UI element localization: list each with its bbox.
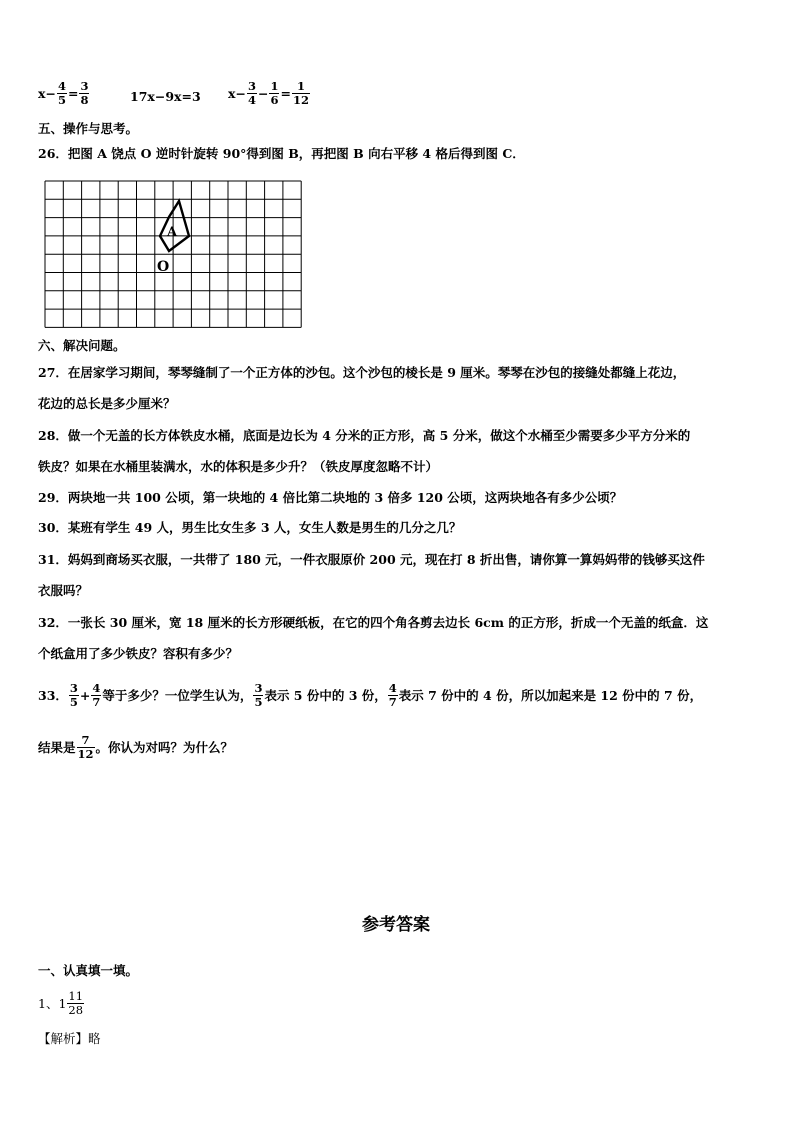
question-28-line-1: 28．做一个无盖的长方体铁皮水桶，底面是边长为 4 分米的正方形，高 5 分米，做这个水桶至少需要多少平方分米的 (38, 428, 691, 443)
question-33-line-1: 33． $\frac{3}{5}$ + $\frac{4}{7}$ 等于多少？一位学生认为， $\frac{3}{5}$ 表示 5 份中的 3 份， $\frac{4}{7}$ 表示 7 份中的 4 份，所以加起来是 12 份中的 7 份， (38, 681, 703, 709)
answer-1-analysis: 【解析】略 (38, 1031, 101, 1046)
eq1-equals: = (67, 85, 79, 101)
eq3-fraction-2: $\frac{1}{6}$ (270, 79, 279, 107)
eq3-fraction-3: $\frac{1}{12}$ (292, 79, 309, 107)
eq1-fraction-2: $\frac{3}{8}$ (80, 79, 89, 107)
equation-2: 17x−9x=3 (130, 89, 201, 104)
q33-fraction-4-7-b: $\frac{4}{7}$ (388, 681, 397, 709)
answer-1-fraction: $\frac{11}{28}$ (68, 989, 84, 1017)
q33-fraction-3-5-b: $\frac{3}{5}$ (254, 681, 263, 709)
question-31-line-1: 31．妈妈到商场买衣服，一共带了 180 元，一件衣服原价 200 元，现在打 8 折出售，请你算一算妈妈带的钱够买这件 (38, 552, 705, 567)
q33-fraction-4-7: $\frac{4}{7}$ (92, 681, 101, 709)
q33-fraction-7-12: $\frac{7}{12}$ (77, 733, 94, 761)
section-6-heading: 六、解决问题。 (38, 338, 126, 353)
question-31-line-2: 衣服吗？ (38, 583, 89, 598)
question-27-line-2: 花边的总长是多少厘米？ (38, 396, 176, 411)
question-29: 29．两块地一共 100 公顷，第一块地的 4 倍比第二块地的 3 倍多 120 公顷，这两块地各有多少公顷？ (38, 490, 623, 505)
question-30: 30．某班有学生 49 人，男生比女生多 3 人，女生人数是男生的几分之几？ (38, 520, 462, 535)
question-33-line-2: 结果是 $\frac{7}{12}$ 。你认为对吗？为什么？ (38, 733, 234, 761)
answer-1: 1、1 $\frac{11}{28}$ (38, 989, 84, 1017)
equation-1 (38, 80, 90, 107)
question-32-line-1: 32．一张长 30 厘米，宽 18 厘米的长方形硬纸板，在它的四个角各剪去边长 6cm 的正方形，折成一个无盖的纸盒．这 (38, 615, 709, 630)
question-27-line-1: 27．在居家学习期间，琴琴缝制了一个正方体的沙包。这个沙包的棱长是 9 厘米。琴琴在沙包的接缝处都缝上花边， (38, 365, 686, 380)
rotation-grid (44, 180, 302, 328)
eq1-fraction-1: $\frac{4}{5}$ (57, 79, 66, 107)
question-26: 26．把图 A 饶点 O 逆时针旋转 90°得到图 B，再把图 B 向右平移 4 格后得到图 C． (38, 146, 525, 161)
eq3-fraction-1: $\frac{3}{4}$ (247, 79, 256, 107)
equation-3: x− $\frac{3}{4}$ − $\frac{1}{6}$ = $\frac{1}{12}$ (228, 79, 309, 107)
q33-fraction-3-5: $\frac{3}{5}$ (69, 681, 78, 709)
answers-title: 参考答案 (362, 915, 430, 935)
label-a: A (167, 225, 178, 240)
answers-section-1: 一、认真填一填。 (38, 963, 139, 978)
question-28-line-2: 铁皮？如果在水桶里装满水，水的体积是多少升？（铁皮厚度忽略不计） (38, 459, 439, 474)
section-5-heading: 五、操作与思考。 (38, 121, 139, 136)
eq1-text: x− (38, 85, 56, 101)
question-32-line-2: 个纸盒用了多少铁皮？容积有多少？ (38, 646, 239, 661)
label-o: O (157, 259, 170, 275)
